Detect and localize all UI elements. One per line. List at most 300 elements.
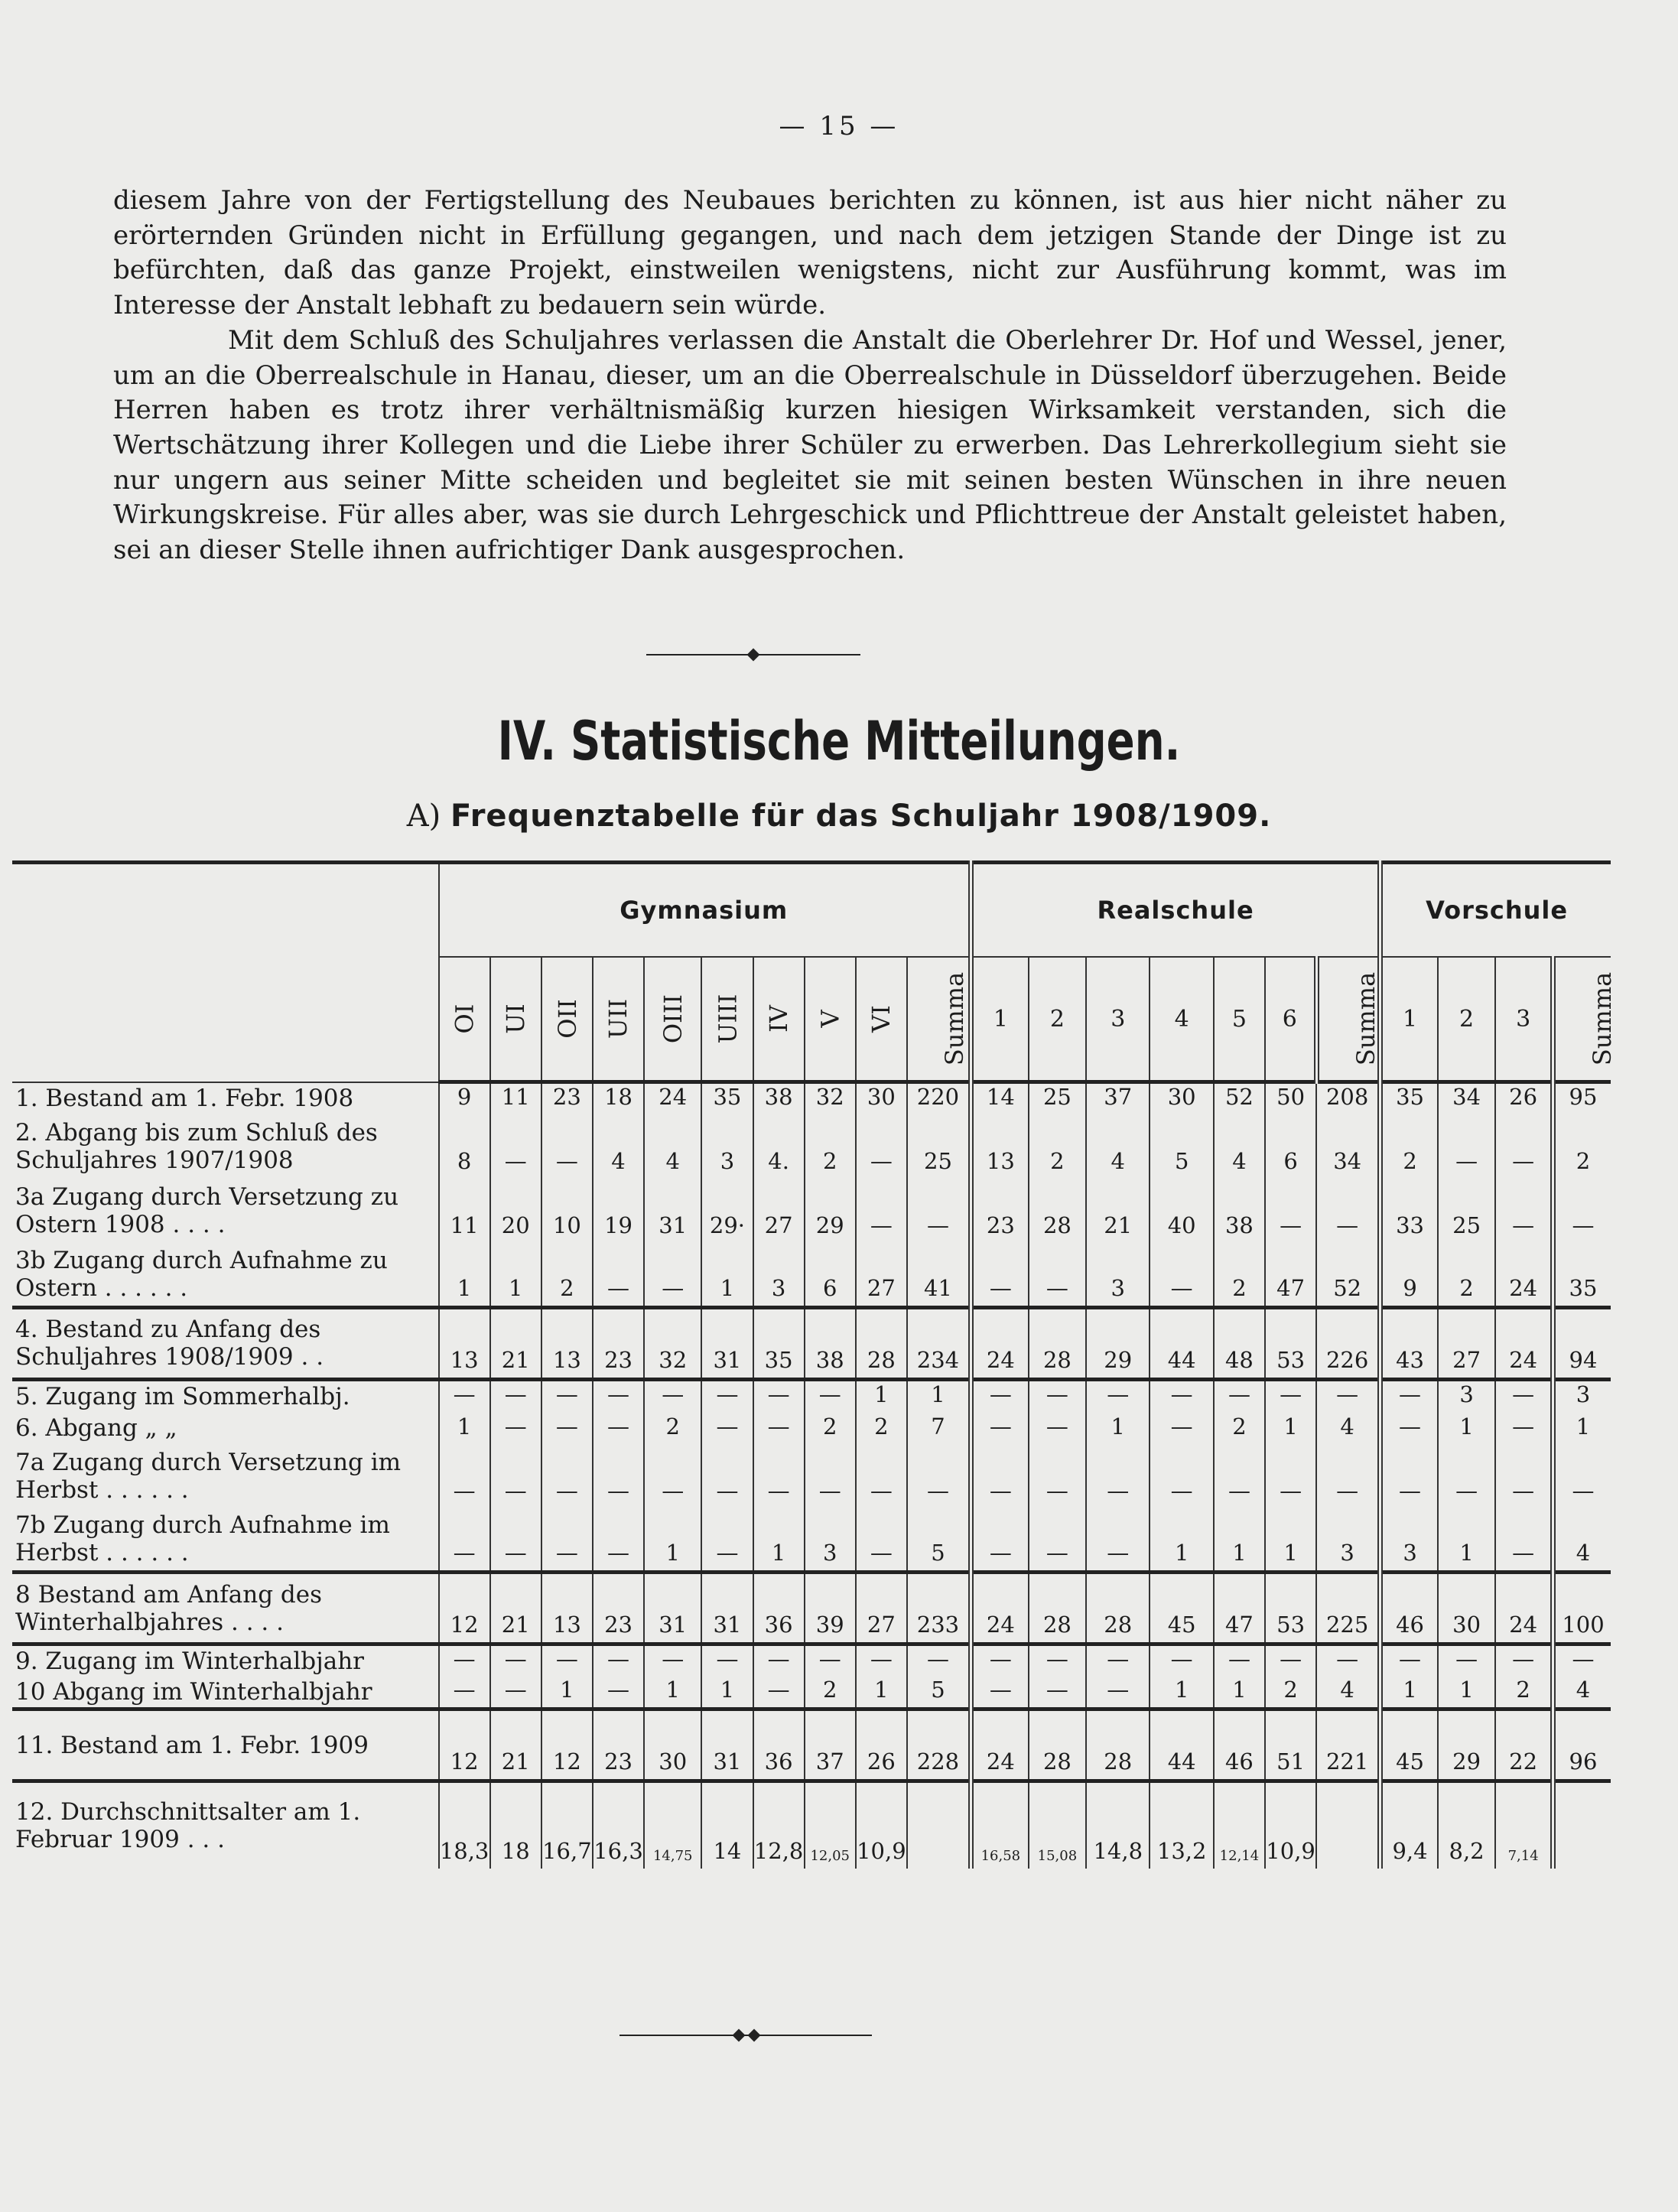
table-cell: 18,3 [439, 1781, 490, 1869]
frequency-table [12, 860, 1618, 1869]
col-header-gym-7-label: IV [764, 1005, 794, 1033]
table-cell: — [1086, 1677, 1150, 1709]
table-cell: 28 [856, 1307, 907, 1379]
table-cell: 35 [1553, 1243, 1611, 1307]
col-header-real-7 [1316, 957, 1380, 1082]
table-cell: 12,8 [753, 1781, 805, 1869]
table-cell: 6 [805, 1243, 856, 1307]
table-cell: 1 [701, 1243, 753, 1307]
table-cell: 18 [490, 1781, 541, 1869]
table-cell: 25 [1029, 1082, 1086, 1115]
table-cell: — [541, 1644, 593, 1677]
page-number: — 15 — [779, 111, 899, 142]
table-cell: 26 [856, 1709, 907, 1781]
table-cell: — [490, 1412, 541, 1444]
table-cell: 23 [593, 1573, 644, 1644]
table-cell: — [1495, 1114, 1553, 1179]
table-cell: — [439, 1379, 490, 1412]
table-cell: 4 [1316, 1412, 1380, 1444]
table-cell: — [805, 1379, 856, 1412]
table-cell: — [971, 1412, 1028, 1444]
table-title-prefix: A) [406, 799, 441, 834]
table-cell: — [490, 1379, 541, 1412]
row-label: 1. Bestand am 1. Febr. 1908 [15, 1085, 354, 1113]
table-cell: 2 [805, 1412, 856, 1444]
ornament-divider-top [646, 654, 860, 655]
table-cell: 23 [971, 1179, 1028, 1243]
table-cell: — [593, 1677, 644, 1709]
table-cell: 24 [644, 1082, 701, 1115]
table-cell: 221 [1316, 1709, 1380, 1781]
table-cell: 4 [1553, 1677, 1611, 1709]
table-cell: 16,3 [593, 1781, 644, 1869]
table-cell: 1 [644, 1508, 701, 1573]
row-label: 9. Zugang im Winterhalbjahr [12, 1644, 439, 1677]
table-cell: 34 [1438, 1082, 1495, 1115]
table-cell: 2 [644, 1412, 701, 1444]
table-cell: 36 [753, 1709, 805, 1781]
col-header-gym-6 [701, 957, 753, 1082]
table-cell: — [856, 1114, 907, 1179]
table-cell: 233 [907, 1573, 971, 1644]
table-cell: 14 [971, 1082, 1028, 1115]
table-cell: — [1380, 1379, 1438, 1412]
group-header-gymnasium: Gymnasium [439, 863, 971, 958]
table-row [12, 1114, 1611, 1179]
table-cell: — [907, 1179, 971, 1243]
table-cell: — [971, 1644, 1028, 1677]
paragraph-1: diesem Jahre von der Fertigstellung des Neubaues berichten zu können, ist aus hier nicht näher zu erörternden Gründen nicht in Erfüllung gegangen, und nach dem jetzigen Stande der Dinge ist zu befürchten, daß das ganze Projekt, einstweilen wenigstens, nicht zur Ausführung kommt, was im Interesse der Anstalt lebhaft zu bedauern sein würde. [113, 185, 1507, 321]
table-cell: — [1150, 1444, 1213, 1508]
table-row [12, 1508, 1611, 1573]
table-cell: — [1214, 1444, 1265, 1508]
table-cell: 3 [805, 1508, 856, 1573]
table-cell: 11 [490, 1082, 541, 1115]
col-header-vor-4 [1553, 957, 1618, 1082]
table-cell: — [593, 1243, 644, 1307]
table-title-text: Frequenztabelle für das Schuljahr 1908/1909. [450, 799, 1272, 834]
table-cell: 32 [644, 1307, 701, 1379]
table-cell: 1 [907, 1379, 971, 1412]
table-cell: 53 [1265, 1573, 1316, 1644]
table-cell: 44 [1150, 1307, 1213, 1379]
col-header-gym-9-label: VI [867, 1005, 896, 1033]
table-cell: 2 [1265, 1677, 1316, 1709]
ornament-divider-bottom [619, 2035, 872, 2036]
table-cell: 2 [1214, 1243, 1265, 1307]
table-cell: 2 [856, 1412, 907, 1444]
group-header-realschule: Realschule [971, 863, 1380, 958]
table-cell: 24 [971, 1709, 1028, 1781]
table-cell: — [1029, 1644, 1086, 1677]
table-cell: 9,4 [1380, 1781, 1438, 1869]
table-cell: — [1265, 1179, 1316, 1243]
table-cell: 1 [1553, 1412, 1611, 1444]
table-cell: 11 [439, 1179, 490, 1243]
table-cell: 28 [1086, 1573, 1150, 1644]
table-cell: 7 [907, 1412, 971, 1444]
table-cell: 46 [1214, 1709, 1265, 1781]
table-cell: 24 [1495, 1573, 1553, 1644]
table-cell: — [701, 1379, 753, 1412]
table-cell: — [701, 1508, 753, 1573]
table-cell: 12 [541, 1709, 593, 1781]
table-cell: 28 [1029, 1307, 1086, 1379]
table-cell: 31 [701, 1307, 753, 1379]
table-cell: — [439, 1508, 490, 1573]
table-cell: 4 [644, 1114, 701, 1179]
row-label: 2. Abgang bis zum Schluß des Schuljahres 1907/1908 [15, 1119, 378, 1174]
table-cell: — [856, 1508, 907, 1573]
table-cell: 31 [701, 1709, 753, 1781]
col-header-gym-4 [593, 957, 644, 1082]
table-cell: 45 [1150, 1573, 1213, 1644]
row-label: 8 Bestand am Anfang des Winterhalbjahres . . . . [12, 1573, 439, 1644]
table-cell: 34 [1316, 1114, 1380, 1179]
table-cell: — [1380, 1444, 1438, 1508]
table-cell: — [1086, 1379, 1150, 1412]
table-cell: 14 [701, 1781, 753, 1869]
table-row [12, 1179, 1611, 1243]
table-cell: — [1150, 1379, 1213, 1412]
table-cell: 2 [1029, 1114, 1086, 1179]
table-cell: 21 [490, 1709, 541, 1781]
table-cell: — [971, 1243, 1028, 1307]
col-header-real-6 [1265, 957, 1316, 1082]
table-cell: — [644, 1644, 701, 1677]
table-cell: 1 [490, 1243, 541, 1307]
table-cell: 23 [593, 1709, 644, 1781]
table-row [12, 1243, 1611, 1307]
table-cell: 27 [753, 1179, 805, 1243]
table-cell: 1 [1380, 1677, 1438, 1709]
col-header-gym-9 [856, 957, 907, 1082]
table-cell: 20 [490, 1179, 541, 1243]
table-cell: 3 [1380, 1508, 1438, 1573]
table-cell: — [593, 1412, 644, 1444]
table-cell: — [1380, 1644, 1438, 1677]
table-cell: — [753, 1677, 805, 1709]
table-cell: 21 [1086, 1179, 1150, 1243]
col-header-real-2-label: 2 [1049, 1005, 1065, 1033]
table-cell: 12 [439, 1573, 490, 1644]
table-cell: 3 [701, 1114, 753, 1179]
col-header-gym-8-label: V [815, 1010, 845, 1028]
table-cell: 1 [1438, 1508, 1495, 1573]
table-cell: 3 [1086, 1243, 1150, 1307]
table-cell: 22 [1495, 1709, 1553, 1781]
table-cell: 94 [1553, 1307, 1611, 1379]
row-label: 10 Abgang im Winterhalbjahr [15, 1678, 372, 1706]
table-cell: 1 [856, 1677, 907, 1709]
table-cell: 1 [753, 1508, 805, 1573]
table-cell: 2 [1214, 1412, 1265, 1444]
table-cell: 29 [1086, 1307, 1150, 1379]
table-cell: 27 [1438, 1307, 1495, 1379]
col-header-real-1-label: 1 [993, 1005, 1008, 1033]
table-cell: 100 [1553, 1573, 1611, 1644]
table-cell: 10 [541, 1179, 593, 1243]
table-cell: — [593, 1379, 644, 1412]
col-header-gym-7 [753, 957, 805, 1082]
table-cell: 21 [490, 1307, 541, 1379]
table-cell: — [439, 1677, 490, 1709]
table-cell: — [1553, 1644, 1611, 1677]
table-cell: — [541, 1412, 593, 1444]
table-cell: 1 [1086, 1412, 1150, 1444]
table-cell: 13 [541, 1307, 593, 1379]
col-header-gym-3-label: OII [552, 999, 582, 1039]
table-cell: — [439, 1444, 490, 1508]
table-cell: 44 [1150, 1709, 1213, 1781]
table-cell: 53 [1265, 1307, 1316, 1379]
table-cell: 24 [971, 1307, 1028, 1379]
table-cell: 226 [1316, 1307, 1380, 1379]
col-header-gym-10-label: Summa [940, 971, 970, 1066]
col-header-gym-3 [541, 957, 593, 1082]
table-cell: 4. [753, 1114, 805, 1179]
table-cell: 3 [753, 1243, 805, 1307]
table-cell: 4 [1086, 1114, 1150, 1179]
table-cell: — [1214, 1379, 1265, 1412]
table-title [0, 799, 1678, 834]
table-cell: — [805, 1444, 856, 1508]
table-cell: — [1316, 1379, 1380, 1412]
table-cell: 33 [1380, 1179, 1438, 1243]
table-cell: 27 [856, 1243, 907, 1307]
table-cell: 228 [907, 1709, 971, 1781]
table-cell: 38 [753, 1082, 805, 1115]
table-cell: 39 [805, 1573, 856, 1644]
col-header-vor-4-label: Summa [1588, 971, 1618, 1066]
col-header-real-2 [1029, 957, 1086, 1082]
table-cell: 47 [1214, 1573, 1265, 1644]
table-cell: — [490, 1644, 541, 1677]
table-cell: 1 [541, 1677, 593, 1709]
header-label-cell [12, 863, 439, 1082]
table-cell: 2 [541, 1243, 593, 1307]
col-header-real-5-label: 5 [1231, 1005, 1247, 1033]
table-cell: 9 [439, 1082, 490, 1115]
col-header-gym-2-label: UI [501, 1004, 531, 1034]
table-cell: 25 [907, 1114, 971, 1179]
col-header-gym-2 [490, 957, 541, 1082]
table-cell: 15,08 [1029, 1781, 1086, 1869]
table-row [12, 1781, 1611, 1869]
table-cell: 29 [1438, 1709, 1495, 1781]
table-cell: 14,75 [644, 1781, 701, 1869]
table-cell: — [1029, 1444, 1086, 1508]
table-cell: 1 [856, 1379, 907, 1412]
table-row [12, 1379, 1611, 1412]
table-cell: 28 [1086, 1709, 1150, 1781]
table-cell: 2 [805, 1677, 856, 1709]
table-cell: — [1265, 1444, 1316, 1508]
table-cell: — [1150, 1644, 1213, 1677]
table-cell: 225 [1316, 1573, 1380, 1644]
table-row [12, 1709, 1611, 1781]
table-cell: — [1553, 1179, 1611, 1243]
table-cell [1553, 1781, 1611, 1869]
table-cell: 30 [1150, 1082, 1213, 1115]
table-cell: — [753, 1412, 805, 1444]
table-cell: 3 [1438, 1379, 1495, 1412]
table-cell: 28 [1029, 1709, 1086, 1781]
table-cell: 52 [1316, 1243, 1380, 1307]
table-cell: 29 [805, 1179, 856, 1243]
table-cell: — [1316, 1444, 1380, 1508]
table-cell: — [1029, 1412, 1086, 1444]
table-cell: 46 [1380, 1573, 1438, 1644]
table-cell: 13 [971, 1114, 1028, 1179]
table-cell: — [971, 1379, 1028, 1412]
col-header-gym-6-label: UIII [712, 994, 742, 1044]
table-cell: — [1029, 1677, 1086, 1709]
table-cell: 24 [971, 1573, 1028, 1644]
col-header-gym-1-label: OI [450, 1004, 480, 1034]
table-cell: — [753, 1444, 805, 1508]
table-cell: — [541, 1379, 593, 1412]
row-label: 5. Zugang im Sommerhalbj. [12, 1379, 439, 1412]
body-text [113, 184, 1507, 568]
table-cell: — [1316, 1179, 1380, 1243]
row-label: 3a Zugang durch Versetzung zu Ostern 1908 . . . . [15, 1183, 399, 1238]
table-cell: — [1495, 1508, 1553, 1573]
table-cell: — [490, 1677, 541, 1709]
table-cell: 95 [1553, 1082, 1611, 1115]
table-cell: 1 [1150, 1508, 1213, 1573]
table-cell: — [805, 1644, 856, 1677]
table-cell: 19 [593, 1179, 644, 1243]
table-cell: — [856, 1644, 907, 1677]
table-cell: 13 [541, 1573, 593, 1644]
table-cell: 234 [907, 1307, 971, 1379]
table-cell: 13,2 [1150, 1781, 1213, 1869]
table-cell: — [644, 1243, 701, 1307]
table-cell: 2 [1380, 1114, 1438, 1179]
col-header-real-4 [1150, 957, 1213, 1082]
table-cell: 31 [701, 1573, 753, 1644]
table-cell: 4 [1553, 1508, 1611, 1573]
table-cell [907, 1781, 971, 1869]
table-cell: — [541, 1508, 593, 1573]
table-cell: — [907, 1444, 971, 1508]
col-header-gym-5 [644, 957, 701, 1082]
group-header-vorschule: Vorschule [1380, 863, 1611, 958]
table-cell: 35 [753, 1307, 805, 1379]
table-cell: — [1380, 1412, 1438, 1444]
col-header-gym-1 [439, 957, 490, 1082]
table-cell: — [1438, 1114, 1495, 1179]
col-header-vor-1-label: 1 [1403, 1005, 1418, 1033]
table-cell: 24 [1495, 1307, 1553, 1379]
table-cell: 1 [701, 1677, 753, 1709]
table-row [12, 1412, 1611, 1444]
table-cell: 48 [1214, 1307, 1265, 1379]
table-cell: — [1029, 1508, 1086, 1573]
table-cell: — [1086, 1508, 1150, 1573]
table-cell: 2 [1438, 1243, 1495, 1307]
table-cell: 2 [1495, 1677, 1553, 1709]
table-cell: 1 [1214, 1677, 1265, 1709]
col-header-vor-2 [1438, 957, 1495, 1082]
table-cell: 1 [439, 1243, 490, 1307]
table-cell: 37 [805, 1709, 856, 1781]
table-cell [1316, 1781, 1380, 1869]
table-cell: — [593, 1644, 644, 1677]
table-cell: 9 [1380, 1243, 1438, 1307]
table-cell: — [1265, 1379, 1316, 1412]
table-cell: 8 [439, 1114, 490, 1179]
table-cell: — [753, 1379, 805, 1412]
table-cell: — [1495, 1644, 1553, 1677]
col-header-real-1 [971, 957, 1028, 1082]
table-cell: — [1438, 1444, 1495, 1508]
table-cell: 6 [1265, 1114, 1316, 1179]
table-cell: 2 [1553, 1114, 1611, 1179]
table-cell: 41 [907, 1243, 971, 1307]
table-cell: 29· [701, 1179, 753, 1243]
table-cell: 7,14 [1495, 1781, 1553, 1869]
table-cell: 23 [541, 1082, 593, 1115]
table-cell: 37 [1086, 1082, 1150, 1115]
table-cell: — [1495, 1379, 1553, 1412]
table-cell: — [753, 1644, 805, 1677]
table-cell: 208 [1316, 1082, 1380, 1115]
table-cell: — [1553, 1444, 1611, 1508]
table-cell: 31 [644, 1573, 701, 1644]
table-cell: — [1438, 1644, 1495, 1677]
table-cell: 1 [644, 1677, 701, 1709]
table-cell: 27 [856, 1573, 907, 1644]
table-cell: — [1214, 1644, 1265, 1677]
row-label: 7a Zugang durch Versetzung im Herbst . . . . . . [15, 1448, 402, 1504]
table-cell: 38 [1214, 1179, 1265, 1243]
row-label: 11. Bestand am 1. Febr. 1909 [12, 1709, 439, 1781]
table-cell: 1 [439, 1412, 490, 1444]
table-row [12, 1307, 1611, 1379]
col-header-gym-4-label: UII [603, 998, 633, 1039]
table-cell: 30 [856, 1082, 907, 1115]
table-cell: 36 [753, 1573, 805, 1644]
table-cell: 51 [1265, 1709, 1316, 1781]
row-label: 3b Zugang durch Aufnahme zu Ostern . . . . . . [15, 1246, 388, 1302]
table-cell: 5 [1150, 1114, 1213, 1179]
table-cell: 10,9 [1265, 1781, 1316, 1869]
table-cell: 21 [490, 1573, 541, 1644]
table-cell: 43 [1380, 1307, 1438, 1379]
table-cell: — [644, 1444, 701, 1508]
table-cell: 30 [644, 1709, 701, 1781]
table-cell: 16,7 [541, 1781, 593, 1869]
table-cell: 28 [1029, 1179, 1086, 1243]
col-header-real-4-label: 4 [1174, 1005, 1189, 1033]
table-cell: 5 [907, 1677, 971, 1709]
table-cell: 1 [1438, 1677, 1495, 1709]
table-cell: 1 [1265, 1412, 1316, 1444]
table-cell: 23 [593, 1307, 644, 1379]
table-cell: — [971, 1444, 1028, 1508]
table-cell: 12,14 [1214, 1781, 1265, 1869]
table-cell: — [701, 1444, 753, 1508]
table-cell: — [644, 1379, 701, 1412]
table-row [12, 1644, 1611, 1677]
table-cell: 25 [1438, 1179, 1495, 1243]
col-header-gym-10 [907, 957, 971, 1082]
table-cell: — [1495, 1444, 1553, 1508]
table-cell: — [1029, 1243, 1086, 1307]
table-cell: 10,9 [856, 1781, 907, 1869]
